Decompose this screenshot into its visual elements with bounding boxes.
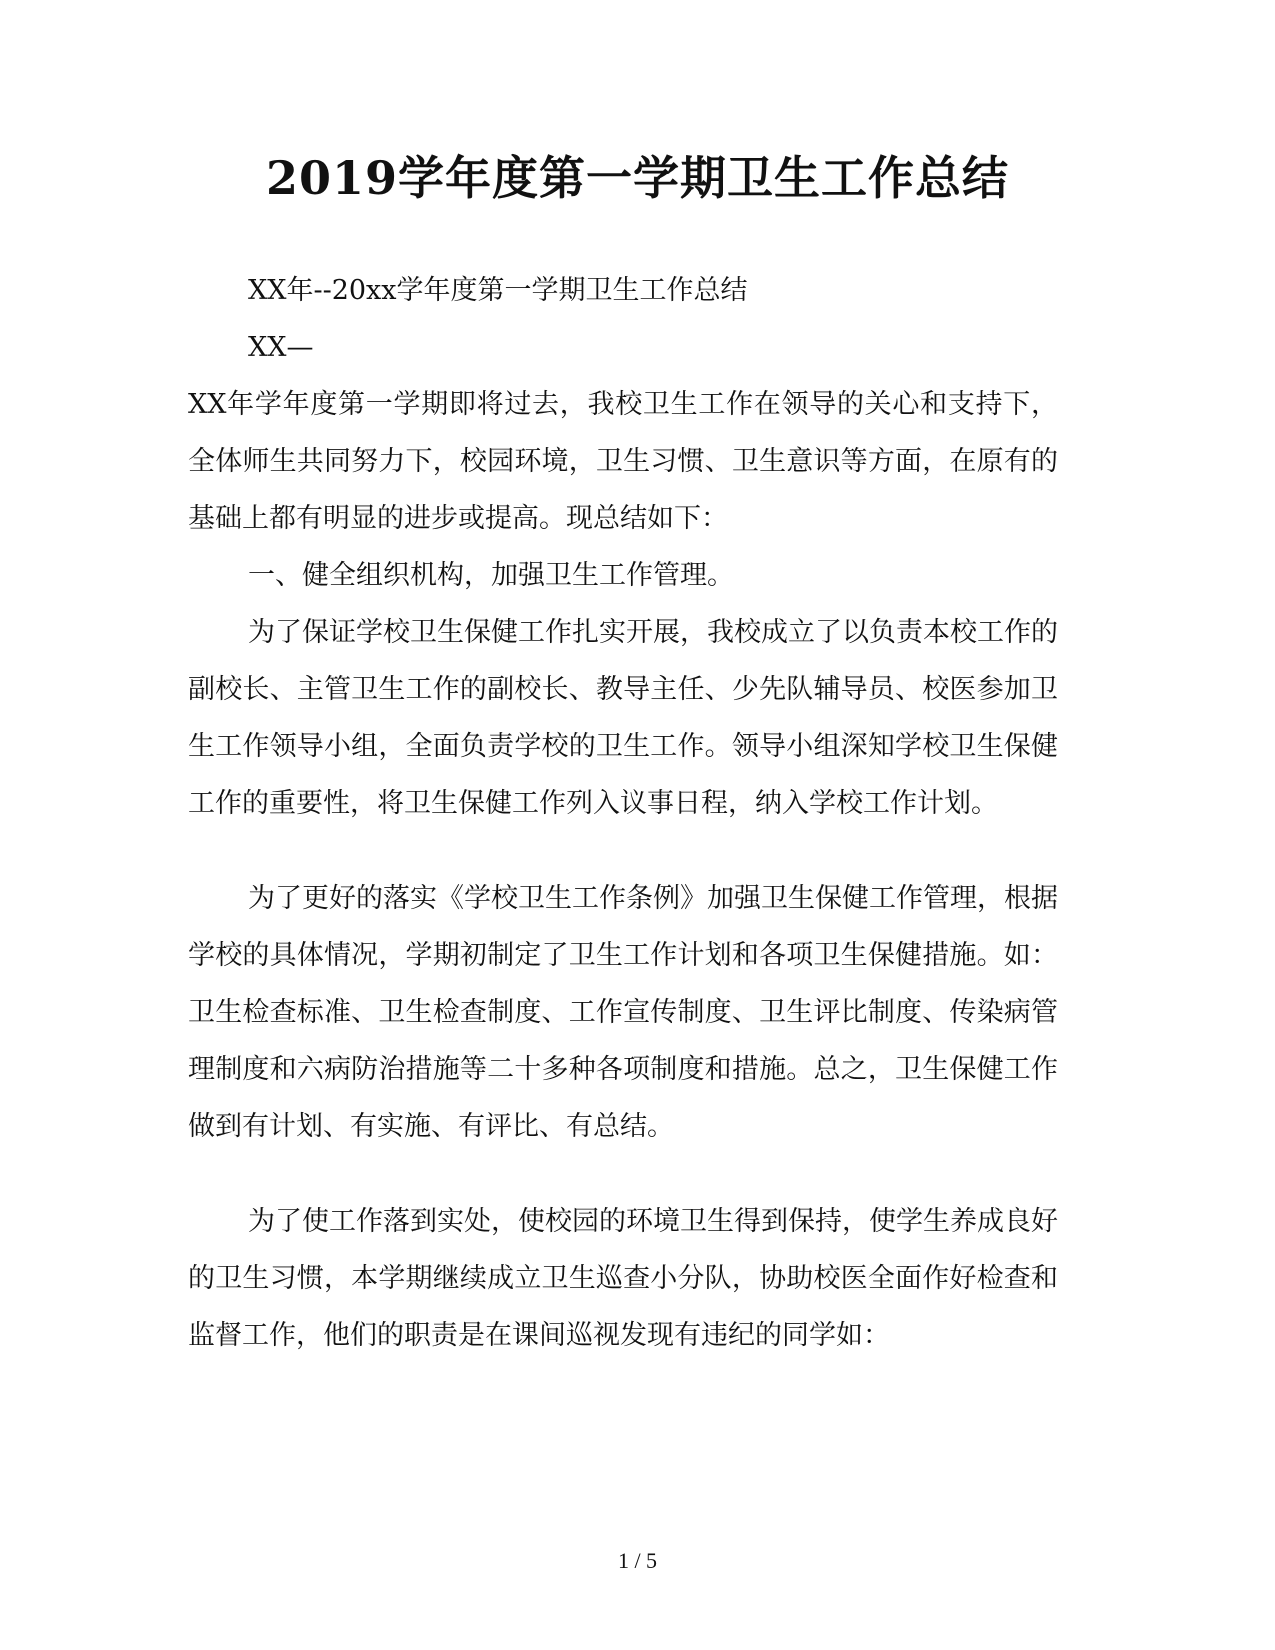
paragraph-regulations: 为了更好的落实《学校卫生工作条例》加强卫生保健工作管理，根据学校的具体情况，学期初制定了卫生工作计划和各项卫生保健措施。如：卫生检查标准、卫生检查制度、工作宣传制度、卫生评比制度、传染病管理制度和六病防治措施等二十多种各项制度和措施。总之，卫生保健工作做到有计划、有实施、有评比、有总结。: [188, 883, 1058, 1142]
subtitle-line: XX年--20xx学年度第一学期卫生工作总结: [248, 275, 748, 306]
page-number: 1 / 5: [617, 1548, 658, 1573]
paragraph-organization: 为了保证学校卫生保健工作扎实开展，我校成立了以负责本校工作的副校长、主管卫生工作的副校长、教导主任、少先队辅导员、校医参加卫生工作领导小组，全面负责学校的卫生工作。领导小组深知学校卫生保健工作的重要性，将卫生保健工作列入议事日程，纳入学校工作计划。: [188, 617, 1058, 819]
author-line: XX—: [248, 332, 314, 363]
document-title: 2019学年度第一学期卫生工作总结: [265, 151, 1010, 205]
section-heading-1: 一、健全组织机构，加强卫生工作管理。: [248, 560, 734, 591]
paragraph-inspection-team: 为了使工作落到实处，使校园的环境卫生得到保持，使学生养成良好的卫生习惯，本学期继续成立卫生巡查小分队，协助校医全面作好检查和监督工作，他们的职责是在课间巡视发现有违纪的同学如：: [188, 1206, 1058, 1351]
paragraph-intro: XX年学年度第一学期即将过去，我校卫生工作在领导的关心和支持下，全体师生共同努力下，校园环境，卫生习惯、卫生意识等方面，在原有的基础上都有明显的进步或提高。现总结如下：: [188, 389, 1058, 534]
document-body: [188, 262, 1058, 1364]
